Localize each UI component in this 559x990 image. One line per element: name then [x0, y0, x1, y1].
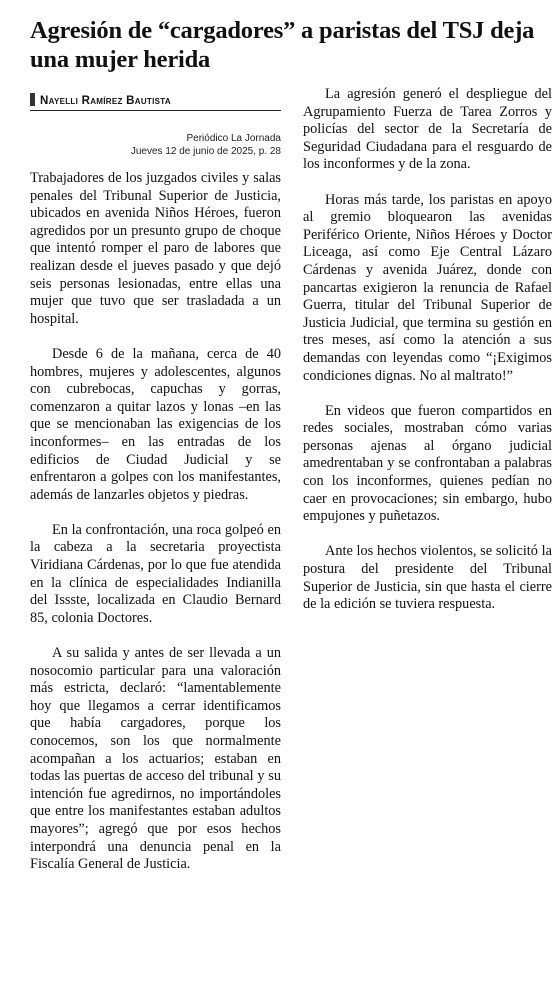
paragraph: Ante los hechos violentos, se solicitó la postura del presidente del Tribunal Superior de Justicia, sin que hasta el cierre de la edición se tuviera respuesta. — [303, 543, 552, 613]
paragraph: A su salida y antes de ser llevada a un nosocomio particular para una valoración más estricta, declaró: “lamentablemente hoy que llegamos a cerrar identificamos que había cargadores, porque los conocemos, son los que normalmente acompañan a los actuarios; estaban en todas las puertas de acceso del tribunal y su intención fue agredirnos, no importándoles que entre los manifestantes estaban adultos mayores”; agregó que por esos hechos interpondrá una denuncia penal en la Fiscalía General de Justicia. — [30, 645, 281, 873]
paragraph: En videos que fueron compartidos en redes sociales, mostraban cómo varias personas ajenas al órgano judicial amedrentaban y se confrontaban a palabras con los inconformes, quienes pedían no caer en provocaciones; sin embargo, hubo empujones y puñetazos. — [303, 402, 552, 525]
byline-marker — [30, 93, 35, 106]
source-publication: Periódico La Jornada — [186, 133, 281, 144]
paragraph: Horas más tarde, los paristas en apoyo al gremio bloquearon las avenidas Periférico Oriente, Niños Héroes y Doctor Liceaga, así como Eje Central Lázaro Cárdenas y avenida Juárez, donde con pancartas exigieron la renuncia de Rafael Guerra, titular del Tribunal Superior de Justicia Judicial, que termina su gestión en tres meses, así como la atención a sus demandas con leyendas como “¡Exigimos condiciones dignas. No al maltrato!” — [303, 191, 552, 384]
byline-author: Nayelli Ramírez Bautista — [40, 95, 171, 107]
left-column — [30, 170, 281, 891]
paragraph: Desde 6 de la mañana, cerca de 40 hombres, mujeres y adolescentes, algunos con cubrebocas, capuchas y gorras, comenzaron a quitar lazos y lonas –en las que se mencionaban las exigencias de los inconformes– en las entradas de los edificios de Ciudad Judicial y se enfrentaron a golpes con los manifestantes, además de lanzarles objetos y piedras. — [30, 345, 281, 503]
byline — [30, 92, 281, 111]
paragraph: La agresión generó el despliegue del Agrupamiento Fuerza de Tarea Zorros y policías del sector de la Secretaría de Seguridad Ciudadana para el resguardo de los inconformes y de la zona. — [303, 86, 552, 173]
paragraph: En la confrontación, una roca golpeó en la cabeza a la secretaria proyectista Viridiana Cárdenas, por lo que fue atendida en la clínica de especialidades Indianilla del Issste, localizada en Claudio Bernard 85, colonia Doctores. — [30, 521, 281, 626]
paragraph: Trabajadores de los juzgados civiles y salas penales del Tribunal Superior de Justicia, ubicados en avenida Niños Héroes, fueron agredidos por un presunto grupo de choque que intentó romper el paro de labores que realizan desde el jueves pasado y que dejó seis personas lesionadas, entre ellas una mujer que tuvo que ser trasladada a un hospital. — [30, 170, 281, 327]
right-column — [303, 86, 552, 631]
source-date-page: Jueves 12 de junio de 2025, p. 28 — [130, 146, 281, 157]
source-info — [30, 132, 281, 158]
article-headline: Agresión de “cargadores” a paristas del TSJ deja una mujer herida — [30, 17, 535, 73]
